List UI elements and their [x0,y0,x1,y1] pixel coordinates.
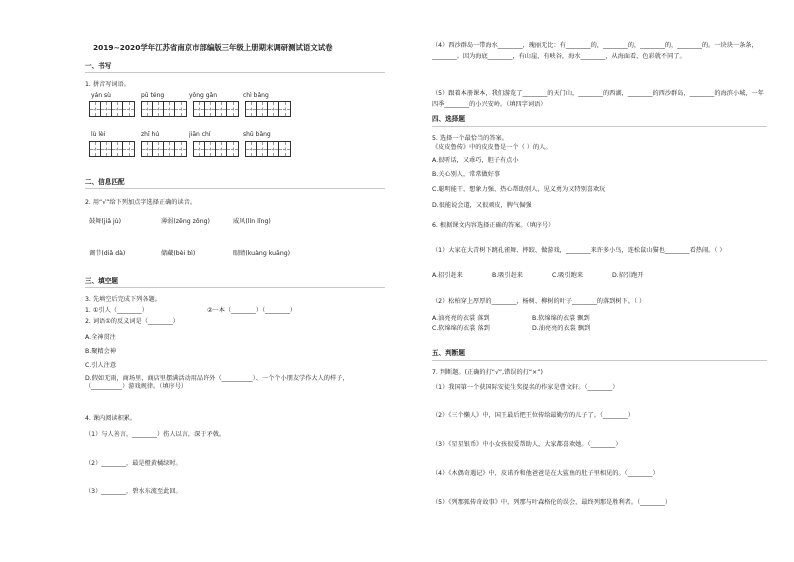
q5-stem: 《皮皮鲁传》中的皮皮鲁是一个（ ）的人。 [432,144,552,151]
char-box[interactable] [89,101,135,117]
q4-item2: （2）________，最是橙黄橘绿时。 [85,460,182,467]
question-3: 3. 先填空后完成下列各题。 [85,296,161,303]
char-box[interactable] [245,101,291,117]
section-judgement: 五、判断题 [432,349,465,357]
pronunciation-item: 调节(diǎ dà) [89,250,126,257]
option-b[interactable]: B.吸引赶来 [492,272,523,279]
divider [85,287,385,288]
q6-2-options-row2 [432,323,632,332]
option-c[interactable]: C.软绵绵的衣裳 落到 [432,325,490,332]
pronunciation-item: 眼睛(kuàng kuāng) [233,250,291,257]
option-a: A.全神贯注 [85,334,116,341]
q4-item1: （1）与人善言，________）伤人以言，深于矛戟。 [85,431,226,438]
option-c[interactable]: C.吸引跑来 [552,272,584,279]
question-4: 4. 课内阅读积累。 [85,415,137,422]
char-box[interactable] [141,101,187,117]
section-fill-blank: 三、填空题 [85,277,118,285]
option-a: A.很听话，又乖巧，胆子有点小 [432,157,519,164]
option-b: B.关心别人，常常做好事 [432,171,501,178]
q4-item4: （4）西沙群岛一带海水________，瑰丽无比：有________的，________的，________的，________的。一块块一条条，________。因为海底________，有山崖，有峡谷，海水________，从海面看，色彩就不同了。 [432,42,758,60]
pronunciation-item: 威风(lín lǐng) [233,218,271,225]
pinyin: lù lèi [91,131,106,138]
pinyin: chì bǎng [243,92,269,99]
option-c: C.引人注意 [85,362,117,369]
q7-item4: （4）《木偶奇遇记》中，皮诺乔和他爸爸是在大鲨鱼的肚子里相见的。（________） [432,470,659,477]
q4-item5: （5）跟着本册课本，我们游览了________的天门山，________的西湖，________的西沙群岛，________的海滨小城，一年四季________的小兴安岭。（填四字词语） [432,90,764,108]
char-box[interactable] [193,101,239,117]
question-7: 7. 判断题。(正确的打“√”,错误的打“×”) [432,369,543,376]
char-box[interactable] [193,141,239,157]
divider [432,360,767,361]
pronunciation-item: 鼓舞(jiǎ jù) [89,218,122,225]
pinyin: yǒng gǎn [189,92,218,99]
option-d[interactable]: D.油亮亮的衣裳 飘到 [532,325,591,332]
divider [85,72,385,73]
char-grid-row [89,141,291,157]
option-d: D.假如无雨，商场里，商店里摆满活动用品许外（__________）、一个个小朋友学作大人的样子，（__________）游戏规律。（填序号） [85,375,349,390]
q7-item3: （3）《星星银币》中小女孩很爱帮助人，大家都喜欢她。（________） [432,441,622,448]
q6-item1: （1）大家在大青树下跳孔雀舞、摔跤、做游戏，________来许多小鸟，连松鼠山猫也________看热闹。（ ） [432,247,726,254]
q3-part1b: ②一本（________）（________） [207,307,297,314]
option-a[interactable]: A.油亮亮的衣裳 落到 [432,315,490,322]
divider [432,126,767,127]
question-5: 5. 选择一个最恰当的答案。 [432,135,508,142]
char-box[interactable] [89,141,135,157]
section-writing: 一、书写 [85,62,112,70]
char-box[interactable] [141,141,187,157]
q7-item2: （2）《三个懒人》中，国王最后把王位传给最勤劳的儿子了。（________） [432,412,634,419]
option-a[interactable]: A.招引赶来 [432,272,463,279]
pronunciation-item: 储藏(bèi bì) [161,250,196,257]
question-6: 6. 根据课文内容选择正确的答案。（填序号） [432,222,555,229]
section-choice: 四、选择题 [432,115,465,123]
char-grid-row [89,101,291,117]
q3-part2: 2. 词语①的反义词是（________） [85,318,179,325]
question-1: 1. 拼音写词语。 [85,81,130,88]
q6-1-options [432,270,762,279]
option-d[interactable]: D.招引跑开 [612,272,644,279]
option-b: B.聚精会神 [85,348,116,355]
q6-item2: （2）松柏穿上厚厚的________，杨树、柳树的叶子________的落到树下。（ ） [432,298,646,305]
pinyin: shū bāng [243,131,271,138]
q6-2-options-row1 [432,313,632,322]
q4-item3: （3）________，碧水东流至此回。 [85,488,182,495]
pinyin: jiān chí [189,131,211,138]
pronunciation-item: 薄弱(zēng zōng) [161,218,210,225]
option-c: C.聪明能干、想象力强、热心帮助别人、见义勇为又特别喜欢玩 [432,186,606,193]
q7-item1: （1）我国第一个获国际安徒生奖提名的作家是曹文轩。（________） [432,384,619,391]
pinyin: pū téng [141,92,165,99]
char-box[interactable] [245,141,291,157]
question-2: 2. 用“√”给下列加点字选择正确的读音。 [85,199,197,206]
option-d: D.很能说会道，又很顽皮，脾气倔强 [432,202,532,209]
pinyin: zhī hú [141,131,160,138]
section-matching: 二、信息匹配 [85,178,125,186]
q3-part1a: 1. ①引人（________） [85,307,148,314]
q7-item5: （5）《列那狐传奇故事》中，列那与叶森格伦的误会，最终列那是胜利者。（________） [432,499,672,506]
option-b[interactable]: B.软绵绵的衣裳 飘到 [532,315,590,322]
pinyin: yán sù [91,92,111,99]
divider [85,188,385,189]
exam-title: 2019~2020学年江苏省南京市部编版三年级上册期末调研测试语文试卷 [93,43,333,52]
